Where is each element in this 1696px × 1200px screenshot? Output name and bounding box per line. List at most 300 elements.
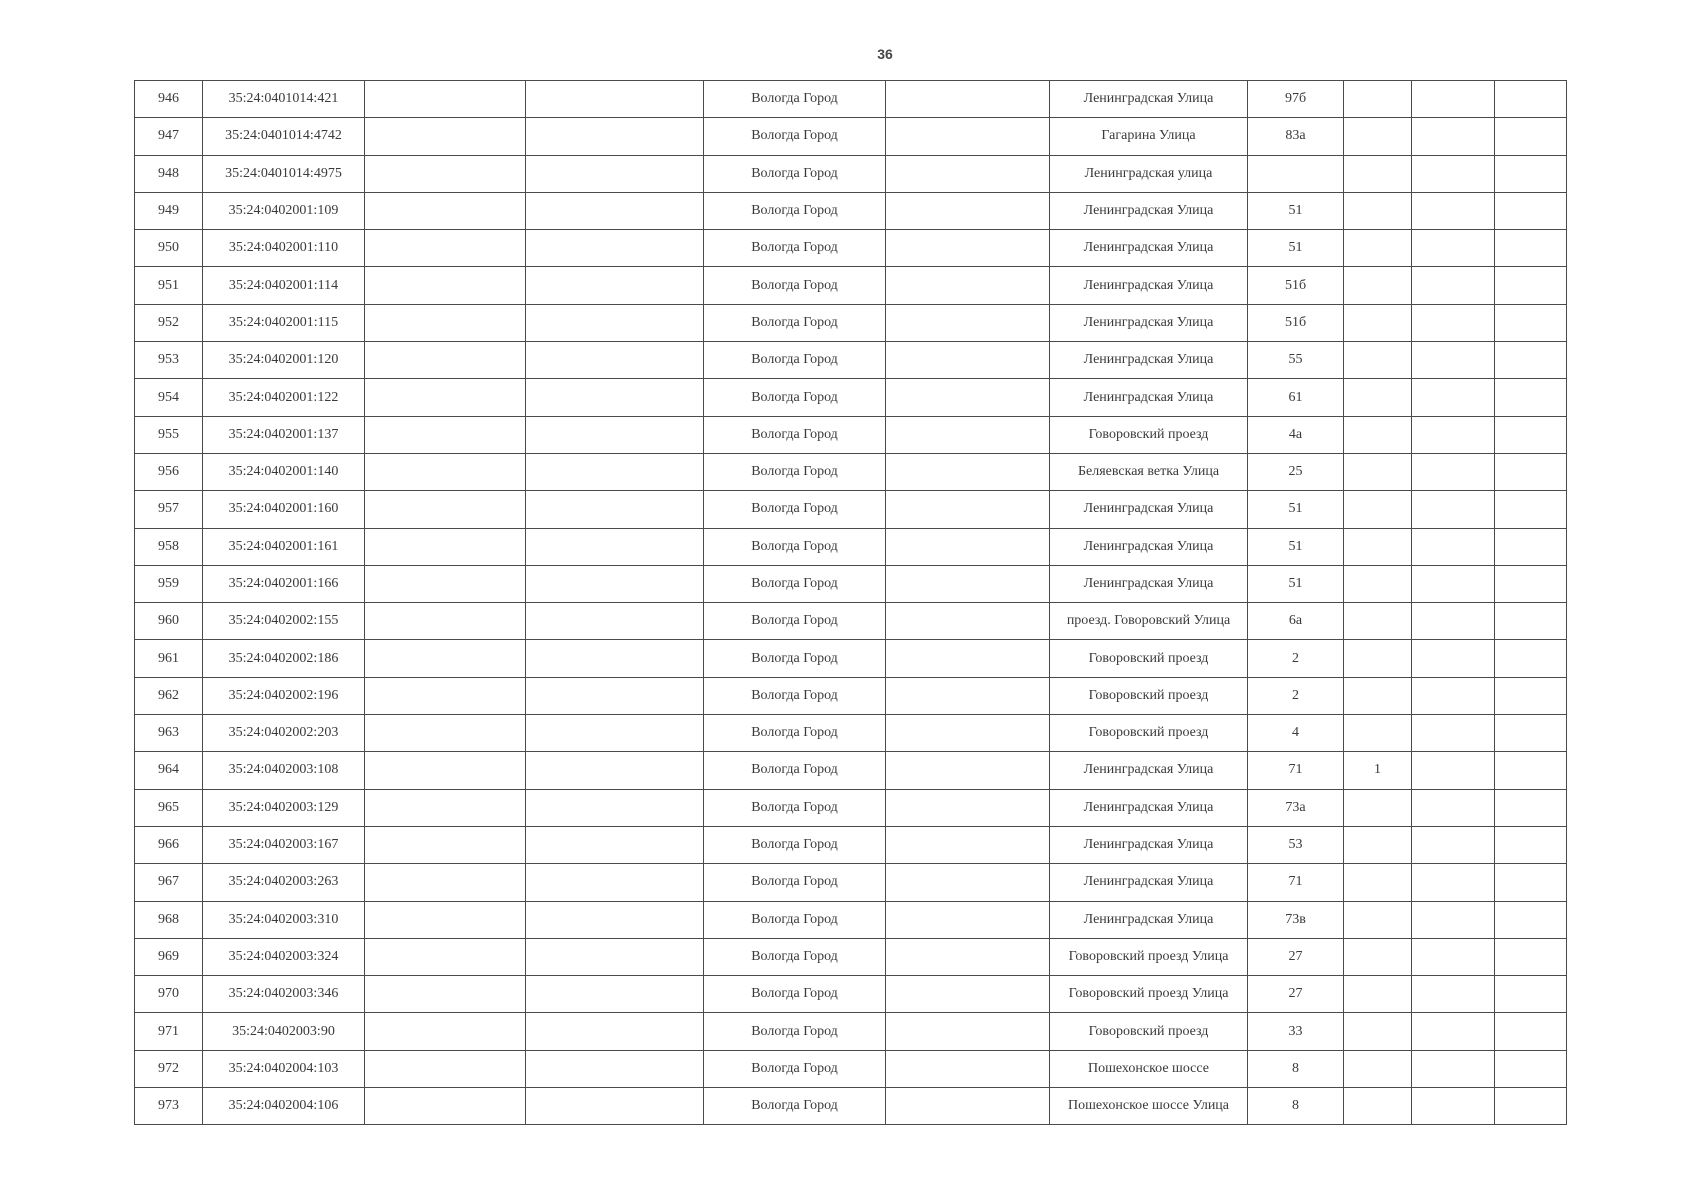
cadastral-number-cell: 35:24:0402001:115 xyxy=(203,304,365,341)
empty-cell xyxy=(1412,528,1495,565)
row-number-cell: 960 xyxy=(135,603,203,640)
city-cell: Вологда Город xyxy=(704,640,886,677)
empty-cell xyxy=(365,230,526,267)
table-row xyxy=(135,379,1567,416)
city-cell: Вологда Город xyxy=(704,938,886,975)
table-row xyxy=(135,304,1567,341)
row-number-cell: 949 xyxy=(135,192,203,229)
empty-cell xyxy=(365,528,526,565)
cadastral-number-cell: 35:24:0402001:137 xyxy=(203,416,365,453)
street-cell: Ленинградская Улица xyxy=(1050,826,1248,863)
empty-cell xyxy=(1412,416,1495,453)
house-number-cell: 83а xyxy=(1248,118,1344,155)
building-cell xyxy=(1344,1088,1412,1125)
table-row xyxy=(135,118,1567,155)
empty-cell xyxy=(526,1050,704,1087)
empty-cell xyxy=(1412,864,1495,901)
empty-cell xyxy=(526,938,704,975)
empty-cell xyxy=(365,752,526,789)
cadastral-number-cell: 35:24:0402001:161 xyxy=(203,528,365,565)
table-row xyxy=(135,267,1567,304)
empty-cell xyxy=(526,976,704,1013)
house-number-cell: 51 xyxy=(1248,565,1344,602)
row-number-cell: 953 xyxy=(135,342,203,379)
house-number-cell: 51 xyxy=(1248,528,1344,565)
empty-cell xyxy=(365,677,526,714)
cadastral-number-cell: 35:24:0402001:109 xyxy=(203,192,365,229)
city-cell: Вологда Город xyxy=(704,342,886,379)
city-cell: Вологда Город xyxy=(704,155,886,192)
building-cell xyxy=(1344,304,1412,341)
empty-cell xyxy=(1412,789,1495,826)
empty-cell xyxy=(526,304,704,341)
empty-cell xyxy=(1495,752,1567,789)
house-number-cell: 4 xyxy=(1248,715,1344,752)
empty-cell xyxy=(886,342,1050,379)
cadastral-number-cell: 35:24:0402002:186 xyxy=(203,640,365,677)
row-number-cell: 961 xyxy=(135,640,203,677)
house-number-cell: 4а xyxy=(1248,416,1344,453)
house-number-cell: 71 xyxy=(1248,864,1344,901)
empty-cell xyxy=(365,938,526,975)
empty-cell xyxy=(886,715,1050,752)
row-number-cell: 962 xyxy=(135,677,203,714)
empty-cell xyxy=(365,491,526,528)
empty-cell xyxy=(1495,976,1567,1013)
table-row xyxy=(135,789,1567,826)
row-number-cell: 972 xyxy=(135,1050,203,1087)
table-row xyxy=(135,1050,1567,1087)
building-cell xyxy=(1344,342,1412,379)
empty-cell xyxy=(1495,416,1567,453)
row-number-cell: 969 xyxy=(135,938,203,975)
empty-cell xyxy=(886,789,1050,826)
empty-cell xyxy=(526,81,704,118)
table-row xyxy=(135,677,1567,714)
street-cell: Гагарина Улица xyxy=(1050,118,1248,155)
house-number-cell: 27 xyxy=(1248,976,1344,1013)
empty-cell xyxy=(1412,826,1495,863)
city-cell: Вологда Город xyxy=(704,715,886,752)
empty-cell xyxy=(886,677,1050,714)
table-body xyxy=(135,81,1567,1125)
property-registry-table xyxy=(134,80,1567,1125)
empty-cell xyxy=(365,416,526,453)
empty-cell xyxy=(886,81,1050,118)
building-cell xyxy=(1344,155,1412,192)
city-cell: Вологда Город xyxy=(704,789,886,826)
empty-cell xyxy=(526,453,704,490)
empty-cell xyxy=(1412,677,1495,714)
street-cell: Говоровский проезд Улица xyxy=(1050,976,1248,1013)
empty-cell xyxy=(1412,192,1495,229)
empty-cell xyxy=(886,640,1050,677)
cadastral-number-cell: 35:24:0402004:106 xyxy=(203,1088,365,1125)
empty-cell xyxy=(1495,304,1567,341)
house-number-cell xyxy=(1248,155,1344,192)
street-cell: Говоровский проезд xyxy=(1050,677,1248,714)
row-number-cell: 966 xyxy=(135,826,203,863)
street-cell: Ленинградская Улица xyxy=(1050,752,1248,789)
table-row xyxy=(135,416,1567,453)
empty-cell xyxy=(1495,640,1567,677)
empty-cell xyxy=(1412,1050,1495,1087)
empty-cell xyxy=(1412,1013,1495,1050)
table-row xyxy=(135,826,1567,863)
empty-cell xyxy=(1412,752,1495,789)
empty-cell xyxy=(886,304,1050,341)
row-number-cell: 954 xyxy=(135,379,203,416)
house-number-cell: 2 xyxy=(1248,677,1344,714)
house-number-cell: 71 xyxy=(1248,752,1344,789)
cadastral-number-cell: 35:24:0402003:108 xyxy=(203,752,365,789)
street-cell: Ленинградская Улица xyxy=(1050,379,1248,416)
street-cell: Ленинградская Улица xyxy=(1050,565,1248,602)
house-number-cell: 51 xyxy=(1248,192,1344,229)
empty-cell xyxy=(365,901,526,938)
row-number-cell: 971 xyxy=(135,1013,203,1050)
empty-cell xyxy=(365,155,526,192)
empty-cell xyxy=(1495,826,1567,863)
empty-cell xyxy=(1495,379,1567,416)
house-number-cell: 55 xyxy=(1248,342,1344,379)
building-cell xyxy=(1344,453,1412,490)
empty-cell xyxy=(526,752,704,789)
building-cell xyxy=(1344,640,1412,677)
empty-cell xyxy=(1412,267,1495,304)
empty-cell xyxy=(1495,155,1567,192)
empty-cell xyxy=(526,192,704,229)
empty-cell xyxy=(1412,901,1495,938)
cadastral-number-cell: 35:24:0402003:263 xyxy=(203,864,365,901)
table-row xyxy=(135,864,1567,901)
empty-cell xyxy=(1495,118,1567,155)
table-row xyxy=(135,603,1567,640)
empty-cell xyxy=(1412,491,1495,528)
city-cell: Вологда Город xyxy=(704,118,886,155)
empty-cell xyxy=(886,379,1050,416)
house-number-cell: 51 xyxy=(1248,491,1344,528)
row-number-cell: 951 xyxy=(135,267,203,304)
empty-cell xyxy=(1412,453,1495,490)
empty-cell xyxy=(365,1050,526,1087)
empty-cell xyxy=(526,715,704,752)
table-row xyxy=(135,565,1567,602)
house-number-cell: 25 xyxy=(1248,453,1344,490)
empty-cell xyxy=(1495,1050,1567,1087)
city-cell: Вологда Город xyxy=(704,1088,886,1125)
empty-cell xyxy=(1495,565,1567,602)
row-number-cell: 956 xyxy=(135,453,203,490)
row-number-cell: 952 xyxy=(135,304,203,341)
empty-cell xyxy=(365,342,526,379)
city-cell: Вологда Город xyxy=(704,81,886,118)
empty-cell xyxy=(526,230,704,267)
empty-cell xyxy=(886,1088,1050,1125)
house-number-cell: 73в xyxy=(1248,901,1344,938)
empty-cell xyxy=(526,342,704,379)
street-cell: Ленинградская Улица xyxy=(1050,230,1248,267)
empty-cell xyxy=(1412,342,1495,379)
cadastral-number-cell: 35:24:0402001:160 xyxy=(203,491,365,528)
empty-cell xyxy=(1495,528,1567,565)
empty-cell xyxy=(886,603,1050,640)
table-row xyxy=(135,155,1567,192)
house-number-cell: 2 xyxy=(1248,640,1344,677)
cadastral-number-cell: 35:24:0401014:4742 xyxy=(203,118,365,155)
cadastral-number-cell: 35:24:0402003:129 xyxy=(203,789,365,826)
table-row xyxy=(135,1088,1567,1125)
row-number-cell: 964 xyxy=(135,752,203,789)
table-row xyxy=(135,938,1567,975)
house-number-cell: 6а xyxy=(1248,603,1344,640)
empty-cell xyxy=(886,192,1050,229)
empty-cell xyxy=(1412,379,1495,416)
street-cell: Ленинградская Улица xyxy=(1050,491,1248,528)
empty-cell xyxy=(365,379,526,416)
cadastral-number-cell: 35:24:0402001:120 xyxy=(203,342,365,379)
empty-cell xyxy=(1495,453,1567,490)
house-number-cell: 51б xyxy=(1248,267,1344,304)
building-cell xyxy=(1344,1050,1412,1087)
empty-cell xyxy=(526,677,704,714)
empty-cell xyxy=(886,826,1050,863)
empty-cell xyxy=(886,938,1050,975)
building-cell xyxy=(1344,603,1412,640)
building-cell xyxy=(1344,379,1412,416)
building-cell xyxy=(1344,789,1412,826)
table-row xyxy=(135,342,1567,379)
table-row xyxy=(135,453,1567,490)
cadastral-number-cell: 35:24:0402004:103 xyxy=(203,1050,365,1087)
street-cell: проезд. Говоровский Улица xyxy=(1050,603,1248,640)
city-cell: Вологда Город xyxy=(704,267,886,304)
empty-cell xyxy=(526,789,704,826)
empty-cell xyxy=(1495,901,1567,938)
table-row xyxy=(135,752,1567,789)
building-cell xyxy=(1344,528,1412,565)
city-cell: Вологда Город xyxy=(704,976,886,1013)
empty-cell xyxy=(526,416,704,453)
empty-cell xyxy=(1495,677,1567,714)
city-cell: Вологда Город xyxy=(704,491,886,528)
empty-cell xyxy=(526,864,704,901)
street-cell: Ленинградская Улица xyxy=(1050,342,1248,379)
street-cell: Говоровский проезд xyxy=(1050,715,1248,752)
row-number-cell: 967 xyxy=(135,864,203,901)
table-row xyxy=(135,230,1567,267)
table-row xyxy=(135,715,1567,752)
empty-cell xyxy=(1412,603,1495,640)
empty-cell xyxy=(1495,192,1567,229)
cadastral-number-cell: 35:24:0402003:324 xyxy=(203,938,365,975)
empty-cell xyxy=(365,640,526,677)
building-cell xyxy=(1344,938,1412,975)
empty-cell xyxy=(526,267,704,304)
empty-cell xyxy=(365,864,526,901)
building-cell xyxy=(1344,1013,1412,1050)
street-cell: Ленинградская Улица xyxy=(1050,789,1248,826)
empty-cell xyxy=(1412,938,1495,975)
empty-cell xyxy=(886,155,1050,192)
empty-cell xyxy=(526,1013,704,1050)
empty-cell xyxy=(1495,789,1567,826)
empty-cell xyxy=(1412,976,1495,1013)
empty-cell xyxy=(1412,1088,1495,1125)
empty-cell xyxy=(365,1088,526,1125)
cadastral-number-cell: 35:24:0401014:4975 xyxy=(203,155,365,192)
empty-cell xyxy=(526,826,704,863)
empty-cell xyxy=(1495,864,1567,901)
building-cell xyxy=(1344,976,1412,1013)
empty-cell xyxy=(526,491,704,528)
building-cell xyxy=(1344,267,1412,304)
street-cell: Беляевская ветка Улица xyxy=(1050,453,1248,490)
empty-cell xyxy=(1495,715,1567,752)
empty-cell xyxy=(1495,491,1567,528)
empty-cell xyxy=(886,267,1050,304)
city-cell: Вологда Город xyxy=(704,1013,886,1050)
city-cell: Вологда Город xyxy=(704,864,886,901)
building-cell xyxy=(1344,864,1412,901)
building-cell xyxy=(1344,416,1412,453)
cadastral-number-cell: 35:24:0402003:90 xyxy=(203,1013,365,1050)
building-cell xyxy=(1344,118,1412,155)
empty-cell xyxy=(886,752,1050,789)
empty-cell xyxy=(365,118,526,155)
street-cell: Ленинградская Улица xyxy=(1050,864,1248,901)
cadastral-number-cell: 35:24:0402001:166 xyxy=(203,565,365,602)
city-cell: Вологда Город xyxy=(704,379,886,416)
street-cell: Пошехонское шоссе xyxy=(1050,1050,1248,1087)
building-cell xyxy=(1344,677,1412,714)
row-number-cell: 968 xyxy=(135,901,203,938)
street-cell: Говоровский проезд xyxy=(1050,640,1248,677)
empty-cell xyxy=(886,528,1050,565)
empty-cell xyxy=(365,267,526,304)
house-number-cell: 51б xyxy=(1248,304,1344,341)
empty-cell xyxy=(1495,230,1567,267)
empty-cell xyxy=(526,528,704,565)
empty-cell xyxy=(365,789,526,826)
cadastral-number-cell: 35:24:0402001:140 xyxy=(203,453,365,490)
empty-cell xyxy=(365,81,526,118)
cadastral-number-cell: 35:24:0402003:346 xyxy=(203,976,365,1013)
table-row xyxy=(135,901,1567,938)
empty-cell xyxy=(1495,81,1567,118)
empty-cell xyxy=(365,192,526,229)
empty-cell xyxy=(365,976,526,1013)
house-number-cell: 33 xyxy=(1248,1013,1344,1050)
house-number-cell: 73а xyxy=(1248,789,1344,826)
street-cell: Пошехонское шоссе Улица xyxy=(1050,1088,1248,1125)
empty-cell xyxy=(365,453,526,490)
city-cell: Вологда Город xyxy=(704,1050,886,1087)
empty-cell xyxy=(1412,304,1495,341)
city-cell: Вологда Город xyxy=(704,192,886,229)
empty-cell xyxy=(526,379,704,416)
city-cell: Вологда Город xyxy=(704,565,886,602)
street-cell: Говоровский проезд Улица xyxy=(1050,938,1248,975)
empty-cell xyxy=(886,230,1050,267)
city-cell: Вологда Город xyxy=(704,528,886,565)
row-number-cell: 965 xyxy=(135,789,203,826)
empty-cell xyxy=(886,1013,1050,1050)
empty-cell xyxy=(1412,118,1495,155)
table-row xyxy=(135,528,1567,565)
city-cell: Вологда Город xyxy=(704,453,886,490)
street-cell: Ленинградская Улица xyxy=(1050,192,1248,229)
cadastral-number-cell: 35:24:0402002:155 xyxy=(203,603,365,640)
empty-cell xyxy=(1412,565,1495,602)
empty-cell xyxy=(365,565,526,602)
table-row xyxy=(135,976,1567,1013)
row-number-cell: 946 xyxy=(135,81,203,118)
house-number-cell: 27 xyxy=(1248,938,1344,975)
empty-cell xyxy=(1495,938,1567,975)
empty-cell xyxy=(1412,640,1495,677)
building-cell xyxy=(1344,826,1412,863)
empty-cell xyxy=(365,826,526,863)
empty-cell xyxy=(365,603,526,640)
row-number-cell: 948 xyxy=(135,155,203,192)
row-number-cell: 973 xyxy=(135,1088,203,1125)
city-cell: Вологда Город xyxy=(704,416,886,453)
empty-cell xyxy=(526,901,704,938)
row-number-cell: 963 xyxy=(135,715,203,752)
table-row xyxy=(135,640,1567,677)
empty-cell xyxy=(526,155,704,192)
building-cell xyxy=(1344,715,1412,752)
building-cell xyxy=(1344,81,1412,118)
empty-cell xyxy=(526,565,704,602)
empty-cell xyxy=(1412,230,1495,267)
row-number-cell: 958 xyxy=(135,528,203,565)
cadastral-number-cell: 35:24:0402001:110 xyxy=(203,230,365,267)
city-cell: Вологда Город xyxy=(704,826,886,863)
empty-cell xyxy=(1412,81,1495,118)
empty-cell xyxy=(526,640,704,677)
empty-cell xyxy=(886,416,1050,453)
empty-cell xyxy=(1495,603,1567,640)
city-cell: Вологда Город xyxy=(704,677,886,714)
row-number-cell: 955 xyxy=(135,416,203,453)
city-cell: Вологда Город xyxy=(704,901,886,938)
table-row xyxy=(135,1013,1567,1050)
building-cell xyxy=(1344,192,1412,229)
table-row xyxy=(135,491,1567,528)
empty-cell xyxy=(526,603,704,640)
house-number-cell: 51 xyxy=(1248,230,1344,267)
empty-cell xyxy=(1412,715,1495,752)
empty-cell xyxy=(1495,342,1567,379)
empty-cell xyxy=(365,1013,526,1050)
cadastral-number-cell: 35:24:0402002:196 xyxy=(203,677,365,714)
row-number-cell: 950 xyxy=(135,230,203,267)
empty-cell xyxy=(526,1088,704,1125)
empty-cell xyxy=(365,304,526,341)
table-row xyxy=(135,192,1567,229)
house-number-cell: 97б xyxy=(1248,81,1344,118)
house-number-cell: 8 xyxy=(1248,1050,1344,1087)
building-cell: 1 xyxy=(1344,752,1412,789)
city-cell: Вологда Город xyxy=(704,304,886,341)
house-number-cell: 8 xyxy=(1248,1088,1344,1125)
empty-cell xyxy=(1495,1013,1567,1050)
empty-cell xyxy=(886,118,1050,155)
street-cell: Ленинградская Улица xyxy=(1050,901,1248,938)
empty-cell xyxy=(886,864,1050,901)
